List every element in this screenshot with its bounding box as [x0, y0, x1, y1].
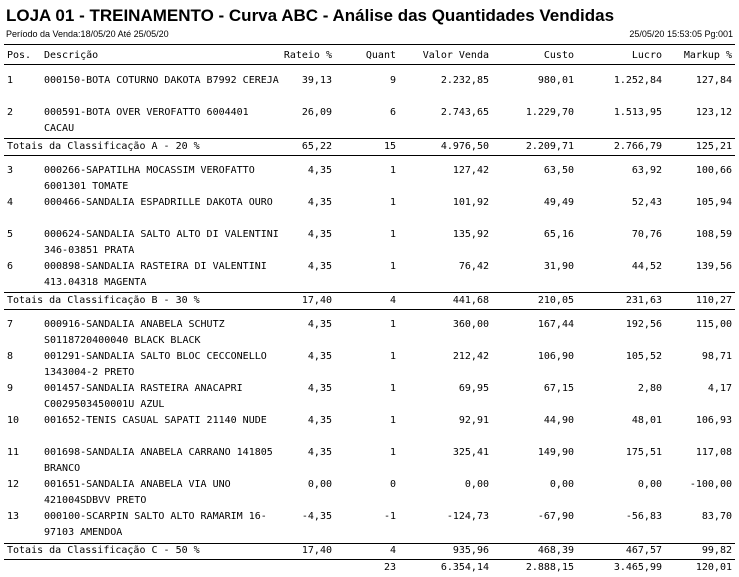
row-custo: 44,90 [543, 415, 574, 426]
row-pos: 8 [7, 351, 14, 362]
row-quant: 1 [389, 319, 396, 330]
row-rateio: -4,35 [301, 511, 332, 522]
table-row [0, 73, 739, 105]
row-pos: 12 [7, 479, 20, 490]
row-desc: 000916-SANDALIA ANABELA SCHUTZ S0118720400040 BLACK BLACK [44, 319, 225, 346]
row-lucro: 1.513,95 [613, 107, 662, 118]
table-row [0, 445, 739, 477]
total-rateio: 17,40 [301, 295, 332, 306]
row-valor: 0,00 [464, 479, 489, 490]
row-custo: 1.229,70 [525, 107, 574, 118]
row-desc: 001651-SANDALIA ANABELA VIA UNO 421004SDBVV PRETO [44, 479, 231, 506]
row-rateio: 4,35 [307, 415, 332, 426]
row-pos: 3 [7, 165, 14, 176]
row-pos: 1 [7, 75, 14, 86]
row-custo: 65,16 [543, 229, 574, 240]
total-row-class-c [0, 543, 739, 559]
table-row [0, 509, 739, 541]
row-valor: 2.232,85 [440, 75, 489, 86]
row-rateio: 4,35 [307, 229, 332, 240]
grand-total-quant: 23 [383, 562, 396, 573]
row-markup: -100,00 [689, 479, 732, 490]
row-valor: 212,42 [452, 351, 489, 362]
total-label: Totais da Classificação B - 30 % [7, 295, 200, 306]
total-valor: 441,68 [452, 295, 489, 306]
row-custo: 167,44 [537, 319, 574, 330]
total-b-bottom-rule [4, 309, 735, 310]
row-pos: 7 [7, 319, 14, 330]
row-markup: 108,59 [695, 229, 732, 240]
table-row [0, 195, 739, 227]
total-markup: 125,21 [695, 141, 732, 152]
row-valor: 69,95 [458, 383, 489, 394]
row-valor: -124,73 [446, 511, 489, 522]
row-pos: 6 [7, 261, 14, 272]
table-row [0, 163, 739, 195]
row-quant: 1 [389, 415, 396, 426]
row-rateio: 4,35 [307, 351, 332, 362]
row-lucro: 70,76 [631, 229, 662, 240]
row-lucro: 52,43 [631, 197, 662, 208]
row-markup: 4,17 [707, 383, 732, 394]
row-markup: 139,56 [695, 261, 732, 272]
row-lucro: 1.252,84 [613, 75, 662, 86]
grand-total-lucro: 3.465,99 [613, 562, 662, 573]
total-custo: 210,05 [537, 295, 574, 306]
total-rateio: 17,40 [301, 545, 332, 556]
row-quant: -1 [383, 511, 396, 522]
timestamp-page: 25/05/20 15:53:05 Pg:001 [629, 29, 733, 39]
row-desc: 000624-SANDALIA SALTO ALTO DI VALENTINI 346-03851 PRATA [44, 229, 279, 256]
row-markup: 123,12 [695, 107, 732, 118]
row-markup: 98,71 [701, 351, 732, 362]
row-quant: 1 [389, 351, 396, 362]
row-desc: 000591-BOTA OVER VEROFATTO 6004401 CACAU [44, 107, 249, 134]
row-markup: 106,93 [695, 415, 732, 426]
row-lucro: 175,51 [625, 447, 662, 458]
table-row [0, 105, 739, 137]
row-valor: 2.743,65 [440, 107, 489, 118]
grand-total-row [0, 560, 739, 576]
table-row [0, 349, 739, 381]
col-valor-venda: Valor Venda [422, 50, 489, 61]
row-rateio: 39,13 [301, 75, 332, 86]
row-pos: 13 [7, 511, 20, 522]
row-lucro: 63,92 [631, 165, 662, 176]
row-lucro: 2,80 [637, 383, 662, 394]
col-custo: Custo [543, 50, 574, 61]
total-quant: 4 [389, 545, 396, 556]
row-quant: 6 [389, 107, 396, 118]
row-quant: 9 [389, 75, 396, 86]
total-label: Totais da Classificação C - 50 % [7, 545, 200, 556]
row-valor: 127,42 [452, 165, 489, 176]
row-valor: 135,92 [452, 229, 489, 240]
table-row [0, 227, 739, 259]
col-pos: Pos. [7, 50, 32, 61]
total-lucro: 2.766,79 [613, 141, 662, 152]
row-markup: 117,08 [695, 447, 732, 458]
col-markup: Markup % [683, 50, 732, 61]
grand-total-markup: 120,01 [695, 562, 732, 573]
row-markup: 105,94 [695, 197, 732, 208]
row-rateio: 4,35 [307, 383, 332, 394]
table-row [0, 477, 739, 509]
grand-total-valor: 6.354,14 [440, 562, 489, 573]
row-custo: -67,90 [537, 511, 574, 522]
row-pos: 11 [7, 447, 20, 458]
row-custo: 980,01 [537, 75, 574, 86]
header-bottom-rule [4, 64, 735, 65]
row-lucro: -56,83 [625, 511, 662, 522]
total-quant: 4 [389, 295, 396, 306]
row-quant: 1 [389, 383, 396, 394]
row-valor: 325,41 [452, 447, 489, 458]
total-custo: 2.209,71 [525, 141, 574, 152]
row-lucro: 44,52 [631, 261, 662, 272]
total-label: Totais da Classificação A - 20 % [7, 141, 200, 152]
row-quant: 1 [389, 447, 396, 458]
table-row [0, 381, 739, 413]
period-label: Período da Venda:18/05/20 Até 25/05/20 [6, 29, 169, 39]
grand-total-custo: 2.888,15 [525, 562, 574, 573]
row-lucro: 48,01 [631, 415, 662, 426]
header-top-rule [4, 44, 735, 45]
total-row-class-b [0, 293, 739, 309]
row-pos: 5 [7, 229, 14, 240]
row-custo: 49,49 [543, 197, 574, 208]
row-custo: 31,90 [543, 261, 574, 272]
row-custo: 106,90 [537, 351, 574, 362]
row-custo: 67,15 [543, 383, 574, 394]
total-a-bottom-rule [4, 155, 735, 156]
row-valor: 92,91 [458, 415, 489, 426]
row-pos: 2 [7, 107, 14, 118]
row-rateio: 0,00 [307, 479, 332, 490]
row-valor: 76,42 [458, 261, 489, 272]
row-desc: 000466-SANDALIA ESPADRILLE DAKOTA OURO [44, 197, 273, 208]
row-rateio: 4,35 [307, 261, 332, 272]
total-quant: 15 [383, 141, 396, 152]
total-lucro: 467,57 [625, 545, 662, 556]
table-row [0, 413, 739, 445]
row-pos: 10 [7, 415, 20, 426]
table-row [0, 259, 739, 291]
row-custo: 149,90 [537, 447, 574, 458]
row-pos: 9 [7, 383, 14, 394]
row-quant: 1 [389, 197, 396, 208]
row-rateio: 4,35 [307, 165, 332, 176]
row-custo: 63,50 [543, 165, 574, 176]
total-rateio: 65,22 [301, 141, 332, 152]
table-row [0, 317, 739, 349]
row-desc: 000100-SCARPIN SALTO ALTO RAMARIM 16-97103 AMENDOA [44, 511, 267, 538]
total-markup: 99,82 [701, 545, 732, 556]
row-desc: 000150-BOTA COTURNO DAKOTA B7992 CEREJA [44, 75, 279, 86]
row-desc: 001291-SANDALIA SALTO BLOC CECCONELLO 1343004-2 PRETO [44, 351, 267, 378]
row-markup: 100,66 [695, 165, 732, 176]
row-valor: 360,00 [452, 319, 489, 330]
total-custo: 468,39 [537, 545, 574, 556]
row-desc: 001652-TENIS CASUAL SAPATI 21140 NUDE [44, 415, 267, 426]
row-custo: 0,00 [549, 479, 574, 490]
row-lucro: 192,56 [625, 319, 662, 330]
row-rateio: 4,35 [307, 319, 332, 330]
row-desc: 001698-SANDALIA ANABELA CARRANO 141805 BRANCO [44, 447, 273, 474]
row-rateio: 26,09 [301, 107, 332, 118]
row-desc: 000898-SANDALIA RASTEIRA DI VALENTINI 413.04318 MAGENTA [44, 261, 267, 288]
report-title: LOJA 01 - TREINAMENTO - Curva ABC - Análise das Quantidades Vendidas [6, 6, 615, 25]
row-lucro: 0,00 [637, 479, 662, 490]
column-header-row [0, 50, 739, 64]
row-markup: 127,84 [695, 75, 732, 86]
col-lucro: Lucro [631, 50, 662, 61]
row-markup: 83,70 [701, 511, 732, 522]
total-valor: 935,96 [452, 545, 489, 556]
row-quant: 1 [389, 261, 396, 272]
col-quant: Quant [365, 50, 396, 61]
row-quant: 0 [389, 479, 396, 490]
total-lucro: 231,63 [625, 295, 662, 306]
row-rateio: 4,35 [307, 197, 332, 208]
row-pos: 4 [7, 197, 14, 208]
col-desc: Descrição [44, 50, 99, 61]
row-valor: 101,92 [452, 197, 489, 208]
row-quant: 1 [389, 165, 396, 176]
row-markup: 115,00 [695, 319, 732, 330]
col-rateio: Rateio % [283, 50, 332, 61]
row-rateio: 4,35 [307, 447, 332, 458]
total-row-class-a [0, 139, 739, 155]
row-quant: 1 [389, 229, 396, 240]
row-desc: 000266-SAPATILHA MOCASSIM VEROFATTO 6001301 TOMATE [44, 165, 255, 192]
total-valor: 4.976,50 [440, 141, 489, 152]
row-desc: 001457-SANDALIA RASTEIRA ANACAPRI C0029503450001U AZUL [44, 383, 243, 410]
row-lucro: 105,52 [625, 351, 662, 362]
total-markup: 110,27 [695, 295, 732, 306]
